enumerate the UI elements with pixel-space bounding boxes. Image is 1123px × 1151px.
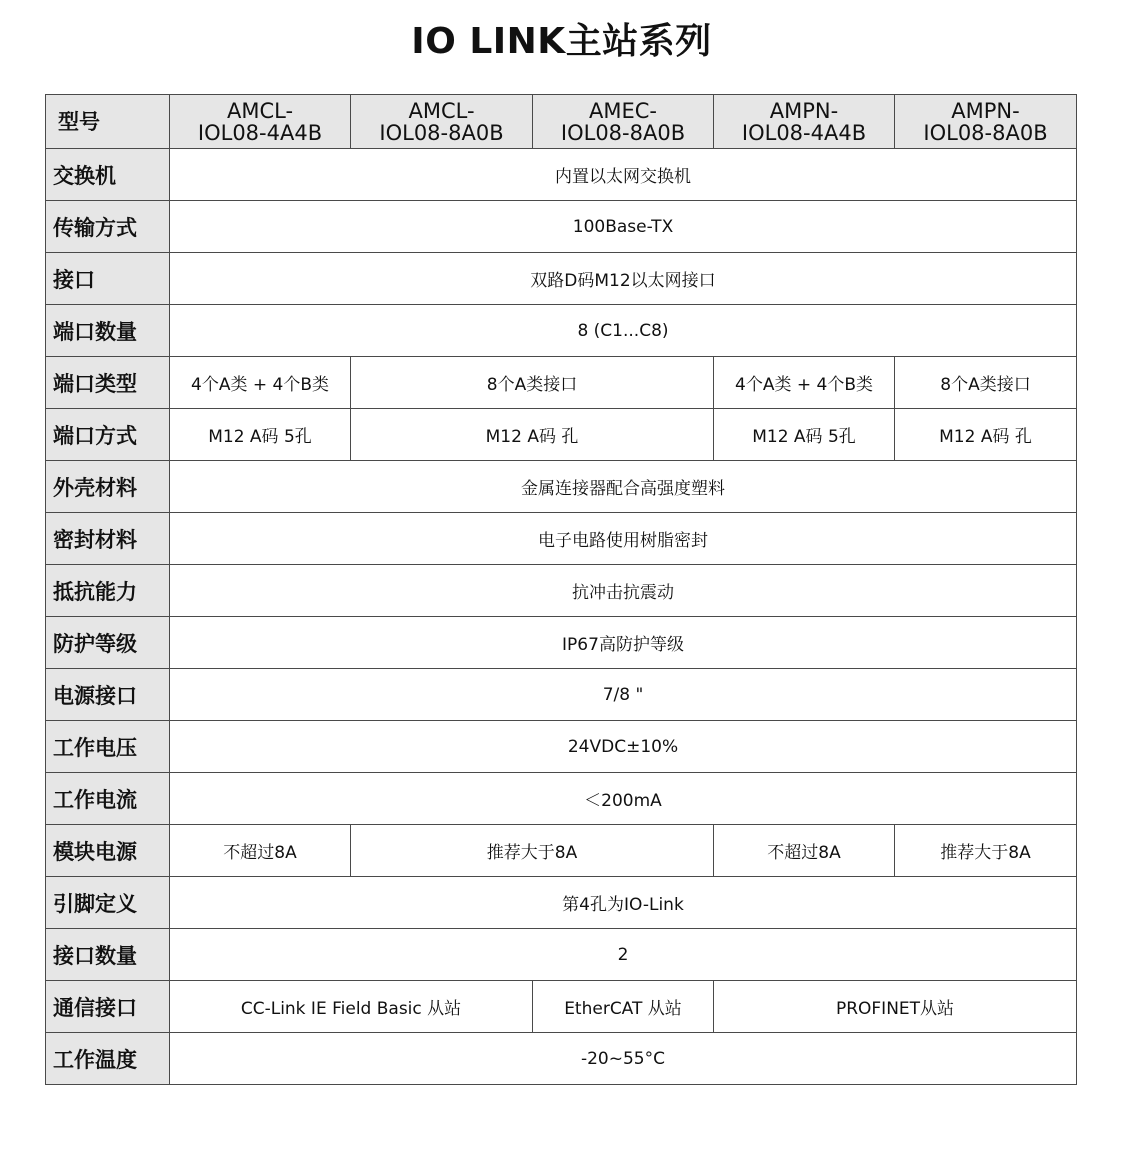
- row-value: 内置以太网交换机: [170, 149, 1077, 201]
- row-value: 推荐大于8A: [895, 825, 1077, 877]
- row-value: 2: [170, 929, 1077, 981]
- model-amcl-4a4b: AMCL- IOL08-4A4B: [170, 95, 351, 149]
- row-value: ＜200mA: [170, 773, 1077, 825]
- row-value: EtherCAT 从站: [533, 981, 714, 1033]
- table-header-row: [46, 95, 1077, 149]
- row-value: 推荐大于8A: [351, 825, 714, 877]
- row-value: 不超过8A: [714, 825, 895, 877]
- row-label: 抵抗能力: [46, 565, 170, 617]
- table-row: [46, 357, 1077, 409]
- row-label: 密封材料: [46, 513, 170, 565]
- row-label: 引脚定义: [46, 877, 170, 929]
- row-label: 端口方式: [46, 409, 170, 461]
- row-value: 双路D码M12以太网接口: [170, 253, 1077, 305]
- row-label: 传输方式: [46, 201, 170, 253]
- row-label: 工作温度: [46, 1033, 170, 1085]
- row-label: 端口类型: [46, 357, 170, 409]
- model-amcl-8a0b: AMCL- IOL08-8A0B: [351, 95, 533, 149]
- table-row: [46, 565, 1077, 617]
- table-row: [46, 721, 1077, 773]
- table-row: [46, 617, 1077, 669]
- table-row: [46, 149, 1077, 201]
- row-label: 接口: [46, 253, 170, 305]
- row-value: M12 A码 5孔: [170, 409, 351, 461]
- table-row: [46, 305, 1077, 357]
- row-label: 电源接口: [46, 669, 170, 721]
- row-value: 金属连接器配合高强度塑料: [170, 461, 1077, 513]
- table-row: [46, 929, 1077, 981]
- row-value: 8个A类接口: [895, 357, 1077, 409]
- table-row: [46, 201, 1077, 253]
- table-row: [46, 253, 1077, 305]
- row-value: 第4孔为IO-Link: [170, 877, 1077, 929]
- row-value: 8 (C1...C8): [170, 305, 1077, 357]
- row-value: CC-Link IE Field Basic 从站: [170, 981, 533, 1033]
- row-value: 4个A类 + 4个B类: [170, 357, 351, 409]
- row-value: 8个A类接口: [351, 357, 714, 409]
- model-ampn-4a4b: AMPN- IOL08-4A4B: [714, 95, 895, 149]
- row-value: M12 A码 5孔: [714, 409, 895, 461]
- row-value: 100Base-TX: [170, 201, 1077, 253]
- row-value: IP67高防护等级: [170, 617, 1077, 669]
- table-row: [46, 981, 1077, 1033]
- row-label: 外壳材料: [46, 461, 170, 513]
- table-row: [46, 1033, 1077, 1085]
- row-value: 7/8 ": [170, 669, 1077, 721]
- table-row: [46, 409, 1077, 461]
- row-value: M12 A码 孔: [895, 409, 1077, 461]
- row-label: 端口数量: [46, 305, 170, 357]
- header-label: 型号: [46, 95, 170, 149]
- row-label: 通信接口: [46, 981, 170, 1033]
- table-row: [46, 669, 1077, 721]
- row-value: -20~55°C: [170, 1033, 1077, 1085]
- model-amec-8a0b: AMEC- IOL08-8A0B: [533, 95, 714, 149]
- table-row: [46, 877, 1077, 929]
- row-label: 接口数量: [46, 929, 170, 981]
- page-title: IO LINK主站系列: [411, 21, 712, 62]
- row-value: 不超过8A: [170, 825, 351, 877]
- row-label: 模块电源: [46, 825, 170, 877]
- table-row: [46, 461, 1077, 513]
- row-value: M12 A码 孔: [351, 409, 714, 461]
- row-label: 工作电压: [46, 721, 170, 773]
- row-label: 工作电流: [46, 773, 170, 825]
- row-label: 防护等级: [46, 617, 170, 669]
- row-value: 4个A类 + 4个B类: [714, 357, 895, 409]
- spec-table: [45, 94, 1077, 1085]
- row-value: 24VDC±10%: [170, 721, 1077, 773]
- table-row: [46, 773, 1077, 825]
- row-value: 抗冲击抗震动: [170, 565, 1077, 617]
- row-label: 交换机: [46, 149, 170, 201]
- table-row: [46, 825, 1077, 877]
- row-value: 电子电路使用树脂密封: [170, 513, 1077, 565]
- row-value: PROFINET从站: [714, 981, 1077, 1033]
- model-ampn-8a0b: AMPN- IOL08-8A0B: [895, 95, 1077, 149]
- table-row: [46, 513, 1077, 565]
